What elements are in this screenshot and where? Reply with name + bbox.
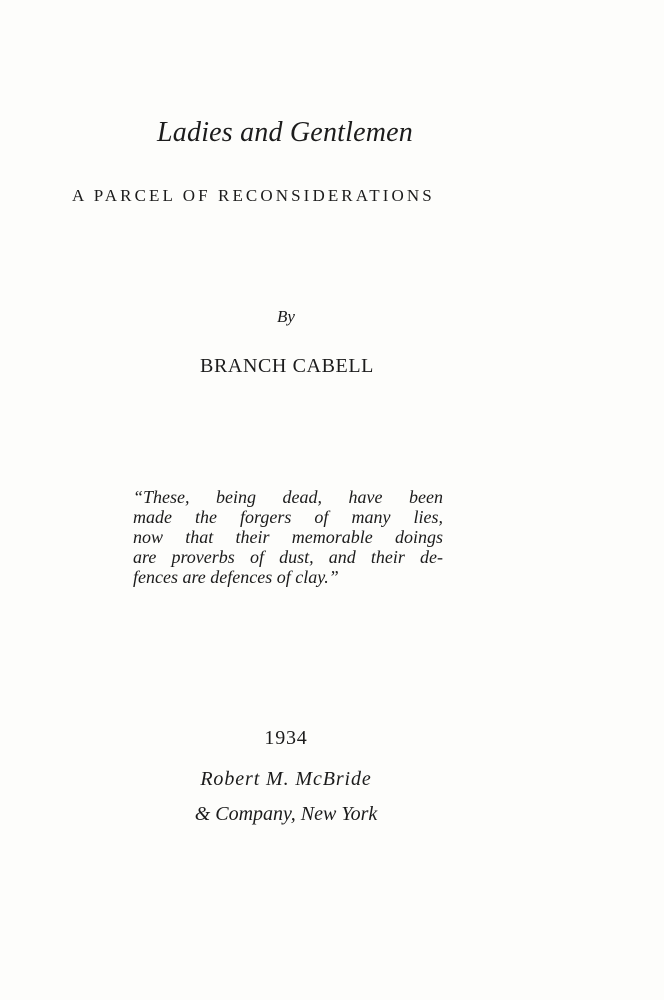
by-line: By (277, 307, 295, 326)
book-title: Ladies and Gentlemen (157, 117, 413, 148)
epigraph-line: are proverbs of dust, and their de- (133, 547, 443, 567)
epigraph-line: made the forgers of many lies, (133, 507, 443, 527)
publisher (0, 762, 572, 832)
publication-year: 1934 (264, 727, 308, 749)
publisher-name: Robert M. McBride (200, 768, 372, 790)
publisher-location: & Company, New York (194, 803, 378, 825)
epigraph (133, 487, 443, 587)
epigraph-line: “These, being dead, have been (133, 487, 443, 507)
book-subtitle: A PARCEL OF RECONSIDERATIONS (72, 186, 435, 205)
epigraph-line: fences are defences of clay.” (133, 567, 339, 587)
author-name: BRANCH CABELL (200, 355, 374, 377)
epigraph-line: now that their memorable doings (133, 527, 443, 547)
